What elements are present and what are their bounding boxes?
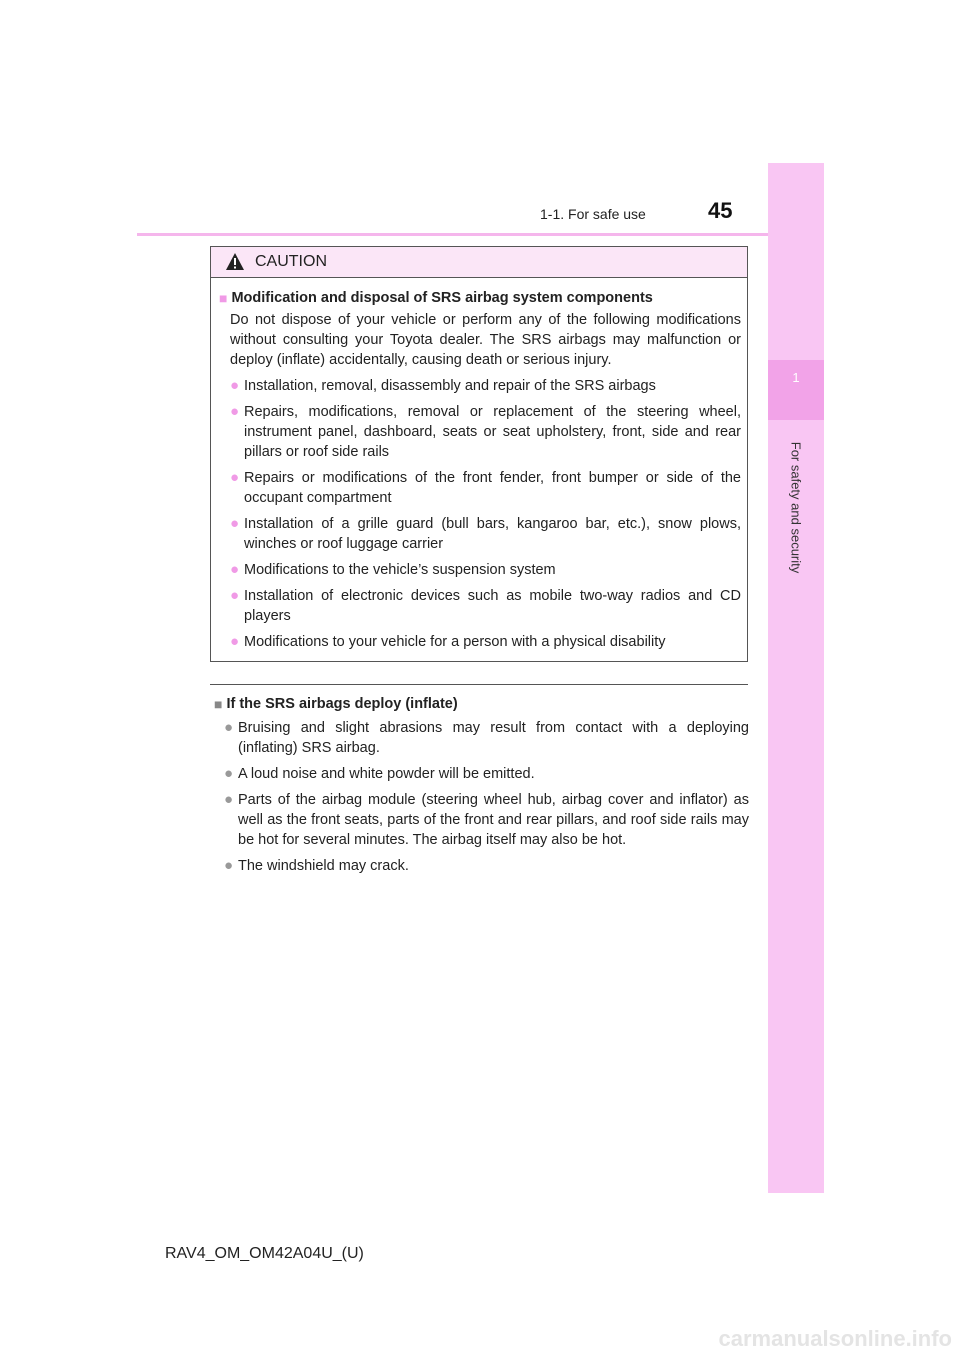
list-item <box>230 560 741 580</box>
list-item <box>230 586 741 626</box>
square-bullet-icon: ■ <box>219 290 228 306</box>
list-item <box>224 718 749 758</box>
list-item <box>230 402 741 462</box>
section-label: 1-1. For safe use <box>540 206 646 222</box>
bullet-dot-icon: ● <box>230 377 240 394</box>
bullet-dot-icon: ● <box>230 633 240 650</box>
list-item-text: Repairs, modifications, removal or replacement of the steering wheel, instrument panel, dashboard, seats or seat upholstery, front, side and rear pillars or roof side rails <box>244 404 741 460</box>
airbag-deploy-notes <box>214 694 749 882</box>
caution-header <box>211 247 747 278</box>
list-item-text: A loud noise and white powder will be emitted. <box>238 766 535 782</box>
caution-box <box>210 246 748 662</box>
square-bullet-icon: ■ <box>214 696 223 712</box>
bullet-dot-icon: ● <box>224 719 234 736</box>
warning-triangle-icon <box>225 252 245 272</box>
list-item <box>230 632 741 652</box>
list-item-text: Installation of electronic devices such as mobile two-way radios and CD players <box>244 588 741 624</box>
caution-label: CAUTION <box>255 253 327 270</box>
list-item <box>230 514 741 554</box>
list-item-text: Bruising and slight abrasions may result from contact with a deploying (inflating) SRS airbag. <box>238 720 749 756</box>
list-item-text: Modifications to your vehicle for a person with a physical disability <box>244 634 666 650</box>
bullet-dot-icon: ● <box>230 561 240 578</box>
bullet-dot-icon: ● <box>230 469 240 486</box>
watermark: carmanualsonline.info <box>718 1326 952 1351</box>
list-item-text: The windshield may crack. <box>238 858 409 874</box>
notes-heading <box>214 694 749 714</box>
list-item <box>224 764 749 784</box>
list-item-text: Repairs or modifications of the front fender, front bumper or side of the occupant compartment <box>244 470 741 506</box>
list-item <box>224 856 749 876</box>
caution-intro: Do not dispose of your vehicle or perform any of the following modifications without consulting your Toyota dealer. The SRS airbags may malfunction or deploy (inflate) accidentally, causing death or serious injury. <box>230 312 741 368</box>
notes-heading-text: If the SRS airbags deploy (inflate) <box>226 696 458 712</box>
page-number: 45 <box>708 198 733 223</box>
caution-body <box>211 278 747 652</box>
bullet-dot-icon: ● <box>230 403 240 420</box>
list-item <box>230 376 741 396</box>
caution-heading <box>219 288 741 308</box>
chapter-side-tab[interactable] <box>768 163 824 1193</box>
list-item-text: Installation of a grille guard (bull bars, kangaroo bar, etc.), snow plows, winches or roof luggage carrier <box>244 516 741 552</box>
list-item <box>230 468 741 508</box>
header-rule <box>137 233 824 236</box>
bullet-dot-icon: ● <box>224 765 234 782</box>
chapter-tab-active <box>768 360 824 420</box>
section-divider <box>210 684 748 685</box>
list-item-text: Installation, removal, disassembly and repair of the SRS airbags <box>244 378 656 394</box>
list-item <box>224 790 749 850</box>
bullet-dot-icon: ● <box>230 515 240 532</box>
bullet-dot-icon: ● <box>230 587 240 604</box>
chapter-title: For safety and security <box>788 441 804 574</box>
bullet-dot-icon: ● <box>224 857 234 874</box>
chapter-number: 1 <box>792 370 800 385</box>
list-item-text: Modifications to the vehicle’s suspension system <box>244 562 556 578</box>
list-item-text: Parts of the airbag module (steering wheel hub, airbag cover and inflator) as well as the front seats, parts of the front and rear pillars, and roof side rails may be hot for several minutes. The airbag itself may also be hot. <box>238 792 749 848</box>
document-code: RAV4_OM_OM42A04U_(U) <box>165 1245 364 1262</box>
bullet-dot-icon: ● <box>224 791 234 808</box>
caution-heading-text: Modification and disposal of SRS airbag system components <box>231 290 653 306</box>
